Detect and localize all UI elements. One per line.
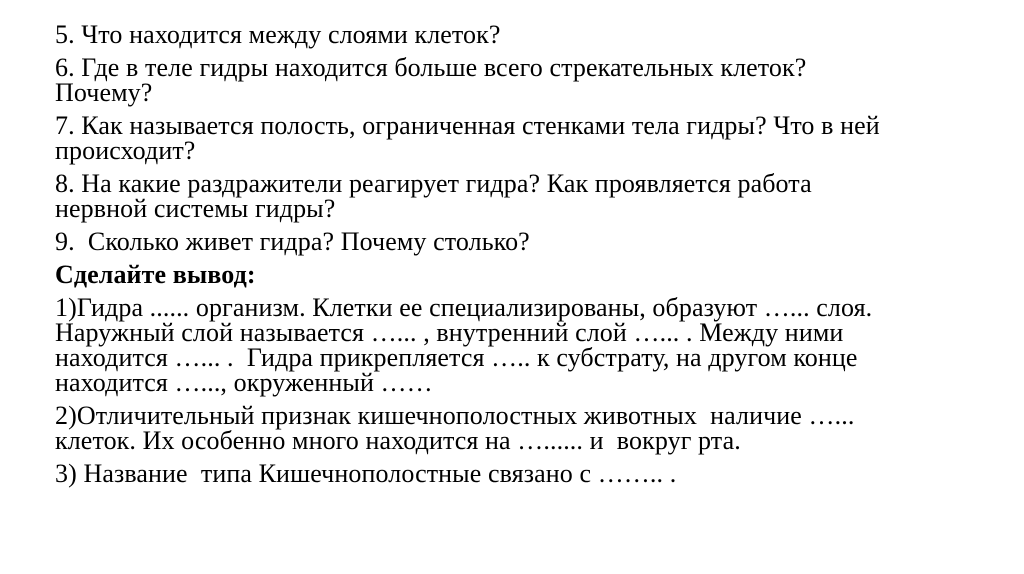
conclusion-item-2 [55, 403, 994, 453]
conclusion-item-1-line-2: Наружный слой называется …... , внутренний слой …... . Между ними [55, 318, 844, 347]
question-7 [55, 113, 994, 163]
question-7-line-1: 7. Как называется полость, ограниченная стенками тела гидры? Что в ней [55, 111, 880, 140]
question-7-line-2: происходит? [55, 136, 196, 165]
conclusion-item-2-line-1: 2)Отличительный признак кишечнополостных животных наличие …... [55, 401, 855, 430]
conclusion-item-1-line-1: 1)Гидра ...... организм. Клетки ее специализированы, образуют …... слоя. [55, 293, 873, 322]
conclusion-item-3-line-1: 3) Название типа Кишечнополостные связано с …….. . [55, 459, 677, 488]
conclusion-heading [55, 262, 994, 287]
question-6-line-2: Почему? [55, 78, 153, 107]
conclusion-item-2-line-2: клеток. Их особенно много находится на …...... и вокруг рта. [55, 426, 741, 455]
conclusion-item-1-line-3: находится …... . Гидра прикрепляется ….. к субстрату, на другом конце [55, 343, 858, 372]
question-8-line-1: 8. На какие раздражители реагирует гидра? Как проявляется работа [55, 169, 812, 198]
conclusion-heading-text: Сделайте вывод: [55, 260, 256, 289]
conclusion-item-1-line-4: находится …..., окруженный …… [55, 368, 433, 397]
question-8-line-2: нервной системы гидры? [55, 194, 336, 223]
question-9 [55, 229, 994, 254]
question-6 [55, 55, 994, 105]
question-5 [55, 22, 994, 47]
conclusion-item-3 [55, 461, 994, 486]
question-9-line-1: 9. Сколько живет гидра? Почему столько? [55, 227, 530, 256]
question-5-line-1: 5. Что находится между слоями клеток? [55, 20, 501, 49]
conclusion-item-1 [55, 295, 994, 395]
question-8 [55, 171, 994, 221]
question-6-line-1: 6. Где в теле гидры находится больше всего стрекательных клеток? [55, 53, 807, 82]
